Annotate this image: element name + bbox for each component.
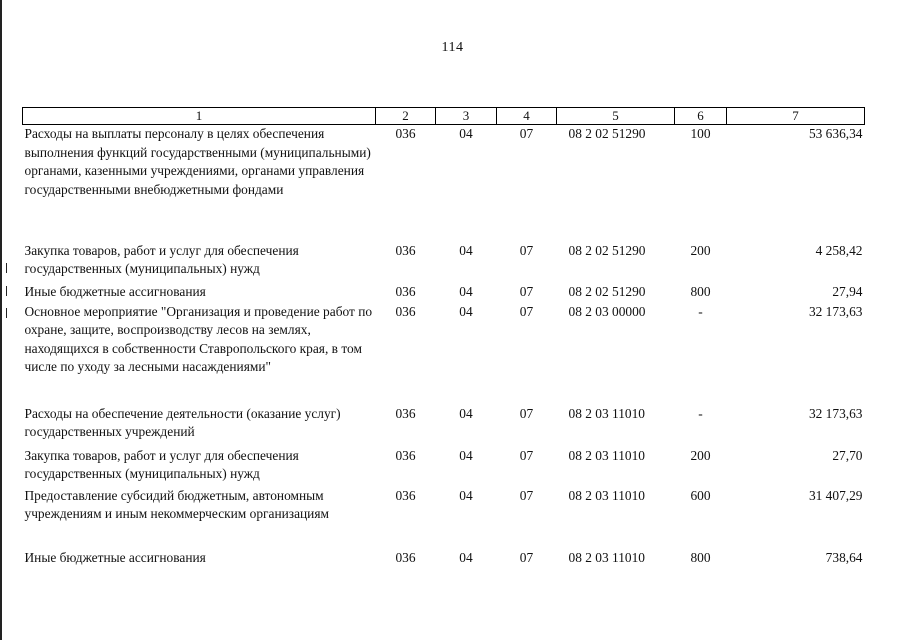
ministry-code: 036 <box>395 303 416 319</box>
section-code: 04 <box>459 303 473 319</box>
column-header: 2 <box>376 108 436 125</box>
target-article-code: 08 2 03 11010 <box>568 447 645 463</box>
row-description: Закупка товаров, работ и услуг для обеспечения государственных (муниципальных) нужд <box>24 242 299 277</box>
amount-value: 27,70 <box>832 447 863 463</box>
target-article-code: 08 2 03 00000 <box>568 303 646 319</box>
column-header: 1 <box>23 108 376 125</box>
table-row <box>23 405 865 447</box>
target-article-code: 08 2 03 11010 <box>568 549 645 565</box>
subsection-code: 07 <box>519 126 534 141</box>
section-code: 04 <box>459 405 473 421</box>
row-description: Закупка товаров, работ и услуг для обеспечения государственных (муниципальных) нужд <box>24 447 299 482</box>
table-row <box>23 303 865 405</box>
subsection-code: 07 <box>519 283 534 299</box>
expense-type-code: 200 <box>690 447 711 463</box>
row-description: Иные бюджетные ассигнования <box>24 283 206 299</box>
expense-type-code: 100 <box>690 126 711 141</box>
section-code: 04 <box>459 283 473 299</box>
ministry-code: 036 <box>395 242 416 258</box>
scan-mark <box>6 286 7 296</box>
amount-value: 53 636,34 <box>808 126 863 141</box>
table-row <box>23 487 865 549</box>
scan-edge-line <box>0 0 2 640</box>
amount-value: 32 173,63 <box>808 303 863 319</box>
row-description: Предоставление субсидий бюджетным, автономным учреждениям и иным некоммерческим организациям <box>24 487 329 522</box>
subsection-code: 07 <box>519 405 534 421</box>
column-header: 3 <box>436 108 497 125</box>
amount-value: 32 173,63 <box>808 405 863 421</box>
ministry-code: 036 <box>395 447 416 463</box>
subsection-code: 07 <box>519 303 534 319</box>
target-article-code: 08 2 03 11010 <box>568 405 645 421</box>
subsection-code: 07 <box>519 487 534 503</box>
subsection-code: 07 <box>519 447 534 463</box>
target-article-code: 08 2 02 51290 <box>568 126 646 141</box>
scan-mark <box>6 308 7 318</box>
column-header: 4 <box>497 108 557 125</box>
row-description: Основное мероприятие "Организация и проведение работ по охране, защите, воспроизводству лесов на землях, находящихся в собственности Ставропольского края, в том числе по уходу за лесными насаждениями" <box>24 303 373 375</box>
scan-mark <box>6 263 7 273</box>
column-header: 7 <box>727 108 865 125</box>
amount-value: 27,94 <box>832 283 863 299</box>
amount-value: 738,64 <box>825 549 863 565</box>
table-header-row <box>23 108 865 125</box>
subsection-code: 07 <box>519 242 534 258</box>
section-code: 04 <box>459 126 473 141</box>
ministry-code: 036 <box>395 283 416 299</box>
expense-type-code: 600 <box>690 487 711 503</box>
section-code: 04 <box>459 242 473 258</box>
table-row <box>23 549 865 573</box>
column-header: 5 <box>557 108 675 125</box>
section-code: 04 <box>459 447 473 463</box>
subsection-code: 07 <box>519 549 534 565</box>
ministry-code: 036 <box>395 549 416 565</box>
expense-type-code: - <box>698 405 703 421</box>
budget-table <box>22 107 865 573</box>
target-article-code: 08 2 03 11010 <box>568 487 645 503</box>
expense-type-code: - <box>698 303 703 319</box>
ministry-code: 036 <box>395 405 416 421</box>
section-code: 04 <box>459 487 473 503</box>
section-code: 04 <box>459 549 473 565</box>
table-row <box>23 283 865 303</box>
amount-value: 4 258,42 <box>815 242 863 258</box>
expense-type-code: 800 <box>690 283 711 299</box>
table-row <box>23 125 865 242</box>
row-description: Иные бюджетные ассигнования <box>24 549 206 565</box>
amount-value: 31 407,29 <box>808 487 863 503</box>
target-article-code: 08 2 02 51290 <box>568 242 646 258</box>
row-description: Расходы на выплаты персоналу в целях обеспечения выполнения функций государственными (муниципальными) органами, казенными учреждениями, органами управления государственными внебюджетными фондами <box>24 126 371 197</box>
ministry-code: 036 <box>395 126 416 141</box>
table-row <box>23 242 865 283</box>
column-header: 6 <box>675 108 727 125</box>
page-number: 114 <box>441 40 464 55</box>
expense-type-code: 800 <box>690 549 711 565</box>
target-article-code: 08 2 02 51290 <box>568 283 646 299</box>
ministry-code: 036 <box>395 487 416 503</box>
table-row <box>23 447 865 487</box>
expense-type-code: 200 <box>690 242 711 258</box>
row-description: Расходы на обеспечение деятельности (оказание услуг) государственных учреждений <box>24 405 341 440</box>
